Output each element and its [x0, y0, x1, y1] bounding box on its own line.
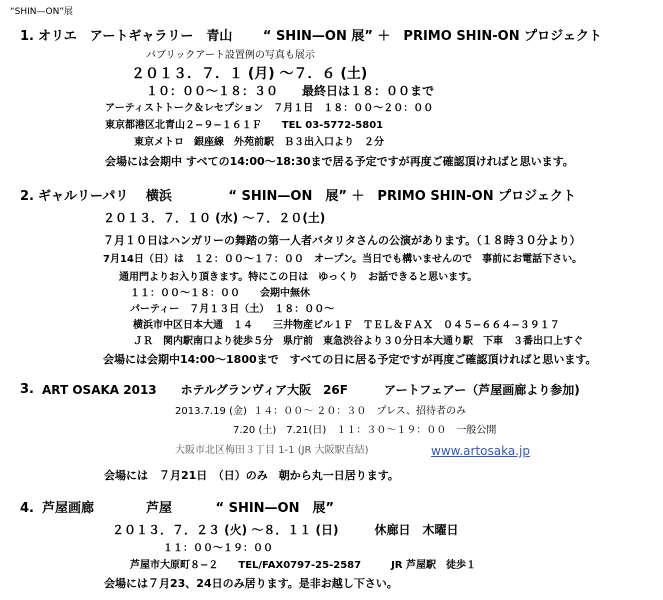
section-number: 2. — [20, 189, 34, 204]
info-line: アーティストトーク＆レセプション ７月１日 １８：００〜２０：００ — [105, 103, 434, 114]
date-range: ２０１３．７．１ (月) 〜７．６ (土) — [131, 66, 368, 82]
presence-note: 会場には会期中14:00〜1800まで すべての日に居る予定ですが再度ご確認頂ければと思います。 — [103, 353, 597, 366]
public-hours: 7.20 (土) 7.21(日) １１：３０〜１９：００ 一般公開 — [233, 425, 497, 436]
section-number: 3. — [20, 382, 34, 397]
section-heading: 芦屋画廊 芦屋 “ SHIN—ON 展” — [42, 501, 335, 516]
section-heading: ギャルリーパリ 横浜 “ SHIN—ON 展” ＋ PRIMO SHIN-ON プロジェクト — [38, 189, 576, 204]
info-line: 通用門よりお入り頂きます。特にこの日は ゆっくり お話できると思います。 — [119, 272, 478, 283]
party: パーティー ７月１３日（土） １８：００〜 — [130, 304, 335, 315]
presence-note: 会場には会期中 すべての14:00〜18:30まで居る予定ですが再度ご確認頂ければと思います。 — [105, 155, 574, 168]
section-number: 4. — [20, 501, 34, 516]
address: 芦屋市大原町８−２ TEL/FAX0797-25-2587 JR 芦屋駅 徒歩１ — [130, 560, 476, 571]
info-line: ７月１０日はハンガリーの舞踏の第一人者バタリタさんの公演があります。（１８時３０分より） — [103, 234, 581, 247]
access: ＪＲ 関内駅南口より徒歩５分 県庁前 東急渋谷より３０分日本大通り駅 下車 ３番出口上すぐ — [133, 336, 583, 347]
hours: １１：００〜１８：００ 会期中無休 — [130, 288, 310, 299]
date-range: ２０１３．７．１０ (水) 〜７．２０(土) — [103, 211, 326, 225]
section-heading: ART OSAKA 2013 ホテルグランヴィア大阪 26F アートフェアー（芦屋画廊より参加) — [42, 383, 580, 397]
press-hours: 2013.7.19 (金) １４：００〜 ２０：３０ プレス、招待者のみ — [175, 406, 467, 417]
presence-note: 会場には７月23、24日のみ居ります。是非お越し下さい。 — [104, 577, 398, 590]
address: 大阪市北区梅田３丁目 1-1 (JR 大阪駅直結) — [175, 445, 369, 456]
presence-note: 会場には ７月21日 （日）のみ 朝から丸一日居ります。 — [104, 469, 399, 482]
address: 横浜市中区日本大通 １４ 三井物産ビル１Ｆ ＴＥＬ＆ＦＡＸ ０４５−６６４−３９１７ — [133, 320, 560, 331]
hours: １０：００〜１８：３０ 最終日は１８：００まで — [146, 84, 435, 98]
info-line: パブリックアート設置例の写真も展示 — [146, 50, 315, 61]
page-title: “SHIN—ON”展 — [10, 7, 74, 17]
hours: １１：００〜１９：００ — [163, 543, 273, 554]
artosaka-link[interactable]: www.artosaka.jp — [431, 444, 530, 458]
date-range: ２０１３．７．２３ (火) 〜８．１１ (日) 休廊日 木曜日 — [112, 523, 459, 537]
address: 東京都港区北青山２−９−１６１Ｆ TEL 03-5772-5801 — [105, 120, 384, 131]
access: 東京メトロ 銀座線 外苑前駅 Ｂ３出入口より ２分 — [134, 137, 384, 148]
info-line: 7月14日（日）は １２：００〜１７：００ オープン。当日でも構いませんので 事前にお電話下さい。 — [103, 254, 583, 265]
section-heading: オリエ アートギャラリー 青山 “ SHIN—ON 展” ＋ PRIMO SHIN-ON プロジェクト — [38, 29, 602, 44]
section-number: 1. — [20, 29, 34, 44]
